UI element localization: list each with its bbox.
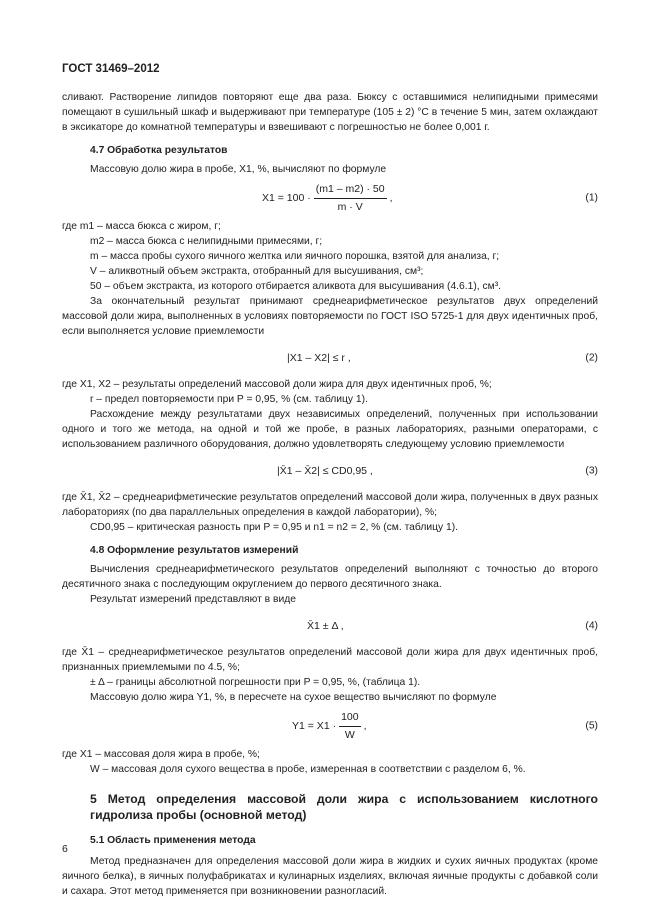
where-2-line-2: r – предел повторяемости при P = 0,95, % (см. таблицу 1).: [90, 394, 368, 405]
formula-5-tail: ,: [363, 719, 367, 732]
where-4-line-3: Массовую долю жира Y1, %, в пересчете на сухое вещество вычисляют по формуле: [90, 692, 497, 703]
where-1-line-5: 50 – объем экстракта, из которого отбирается аликвота для высушивания (4.6.1), см³.: [90, 281, 502, 292]
paragraph-intro: сливают. Растворение липидов повторяют еще два раза. Бюксу с оставшимися нелипидными примесями помещают в сушильный шкаф и выдерживают при температуре (105 ± 2) °С в течение 5 мин, затем охлаждают в эксикаторе до комнатной температуры и взвешивают с погрешностью не более 0,001 г.: [62, 92, 598, 133]
where-4-line-2: ± Δ – границы абсолютной погрешности при P = 0,95, %, (таблица 1).: [90, 677, 421, 688]
formula-4-number: (4): [585, 620, 598, 632]
paragraph-present: Результат измерений представляют в виде: [90, 594, 296, 605]
where-4-line-1: где X̄1 – среднеарифметическое результатов определений массовой доли жира для двух идентичных проб, признанных приемлемыми по 4.5, %;: [62, 647, 598, 673]
formula-5-prefix: Y1 = X1 ·: [292, 719, 337, 732]
formula-4: [62, 611, 598, 641]
formula-1-numerator: (m1 – m2) · 50: [314, 182, 387, 199]
where-3-line-1: где X̄1, X̄2 – среднеарифметические результатов определений массовой доли жира, полученных в двух разных лабораториях (по два параллельных определения в каждой лаборатории), %;: [62, 492, 598, 518]
section-5-title: 5 Метод определения массовой доли жира с использованием кислотного гидролиза пробы (основной метод): [90, 792, 598, 822]
paragraph-final-result: За окончательный результат принимают среднеарифметическое результатов двух определений массовой доли жира, выполненных в условиях повторяемости по ГОСТ ISO 5725-1 для двух идентичных проб, если выполняется условие приемлемости: [62, 296, 598, 337]
where-1-line-3: m – масса пробы сухого яичного желтка или яичного порошка, взятой для анализа, г;: [90, 251, 500, 262]
formula-2-expression: |X1 – X2| ≤ r ,: [287, 351, 351, 364]
formula-1-denominator: m · V: [337, 200, 363, 213]
formula-3-number: (3): [585, 465, 598, 477]
formula-5: [62, 709, 598, 743]
paragraph-calculation: Вычисления среднеарифметического результатов определений выполняют с точностью до второго десятичного знака с последующим округлением до первого десятичного знака.: [62, 564, 598, 590]
paragraph-scope: Метод предназначен для определения массовой доли жира в жидких и сухих яичных продуктах (кроме яичного белка), в яичных полуфабрикатах и кулинарных изделиях, включая яичные продукты с добавкой соли и сахара. Этот метод применяется при возникновении разногласий.: [62, 856, 598, 897]
formula-5-fraction: [339, 710, 361, 743]
formula-5-number: (5): [585, 720, 598, 732]
formula-5-numerator: 100: [339, 710, 361, 727]
where-3-line-2: CD0,95 – критическая разность при P = 0,95 и n1 = n2 = 2, % (см. таблицу 1).: [90, 522, 459, 533]
formula-3-expression: |X̄1 – X̄2| ≤ CD0,95 ,: [277, 464, 373, 477]
section-4-7-title: 4.7 Обработка результатов: [90, 145, 228, 156]
document-header: ГОСТ 31469–2012: [62, 63, 160, 75]
formula-3: [62, 456, 598, 486]
formula-1-number: (1): [585, 192, 598, 204]
where-5-line-2: W – массовая доля сухого вещества в пробе, измеренная в соответствии с разделом 6, %.: [90, 764, 526, 775]
where-1-line-2: m2 – масса бюкса с нелипидными примесями, г;: [90, 236, 323, 247]
formula-4-expression: X̄1 ± Δ ,: [307, 619, 344, 632]
formula-2: [62, 343, 598, 373]
formula-1: [62, 181, 598, 215]
where-2-line-1: где X1, X2 – результаты определений массовой доли жира для двух идентичных проб, %;: [62, 379, 492, 390]
where-1-line-1: где m1 – масса бюкса с жиром, г;: [62, 221, 221, 232]
formula-2-number: (2): [585, 352, 598, 364]
formula-1-tail: ,: [389, 191, 393, 204]
section-4-7-lead: Массовую долю жира в пробе, X1, %, вычисляют по формуле: [90, 164, 387, 175]
where-5-line-1: где X1 – массовая доля жира в пробе, %;: [62, 749, 260, 760]
where-1-line-4: V – аликвотный объем экстракта, отобранный для высушивания, см³;: [90, 266, 424, 277]
section-5-1-title: 5.1 Область применения метода: [90, 835, 256, 846]
formula-1-fraction: [314, 182, 387, 215]
page-number: 6: [62, 843, 68, 855]
section-4-8-title: 4.8 Оформление результатов измерений: [90, 545, 299, 556]
paragraph-discrepancy: Расхождение между результатами двух независимых определений, полученных при использовании одного и того же метода, на одной и той же пробе, в разных лабораториях, разными операторами, с использованием различного оборудования, должно удовлетворять следующему условию приемлемости: [62, 409, 598, 450]
page-content: [62, 90, 598, 899]
formula-1-prefix: X1 = 100 ·: [262, 191, 311, 204]
formula-5-denominator: W: [344, 728, 355, 741]
